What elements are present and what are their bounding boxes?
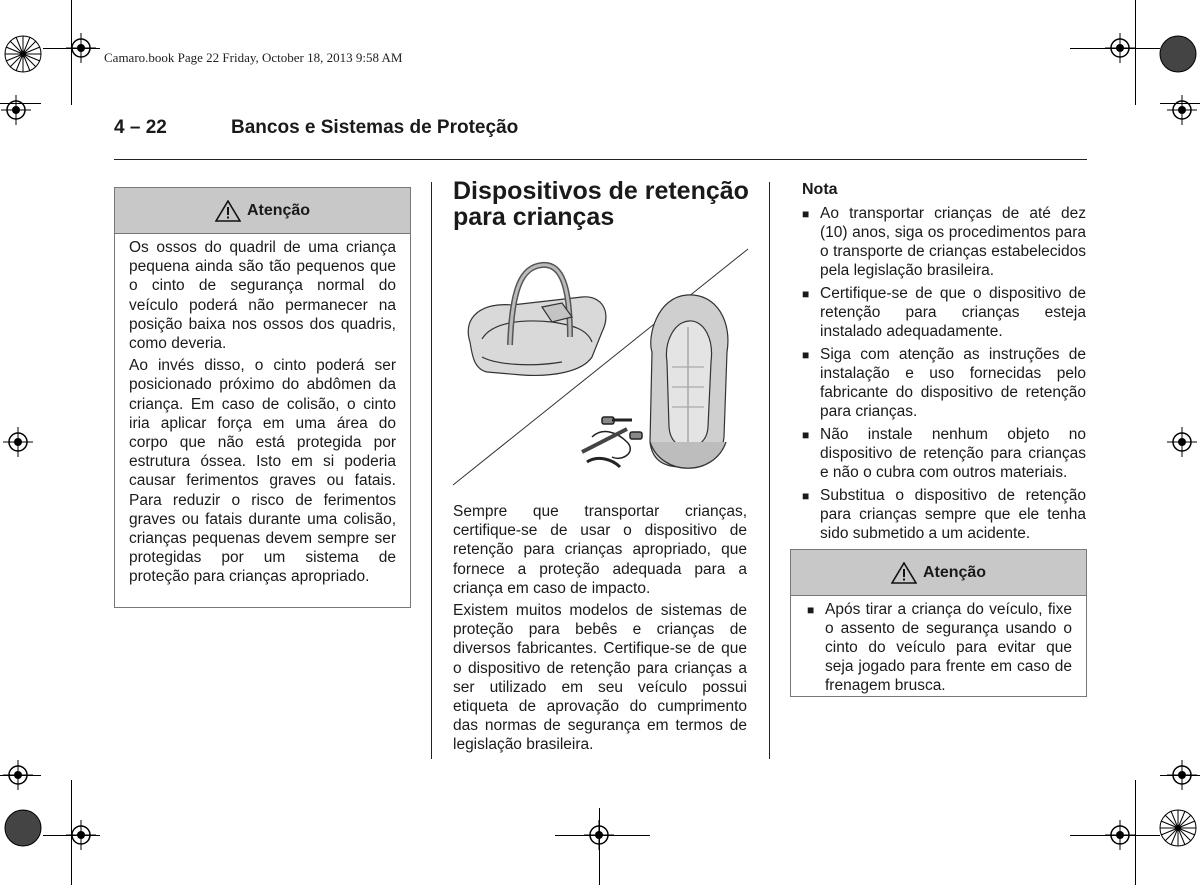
- note-item: [802, 284, 1086, 341]
- warning-triangle-icon: [891, 562, 917, 584]
- note-item: [802, 486, 1086, 543]
- column-divider-1: [431, 182, 432, 759]
- registration-target-icon: [1, 95, 31, 125]
- chapter-title: Bancos e Sistemas de Proteção: [231, 117, 519, 138]
- note-item-text: Siga com atenção as instruções de instalação e uso fornecidas pelo fabricante do dispositivo de retenção para crianças.: [820, 346, 1086, 420]
- warning-body: [115, 234, 410, 587]
- registration-target-icon: [3, 427, 33, 457]
- square-bullet-icon: ■: [802, 207, 810, 221]
- note-item-text: Certifique-se de que o dispositivo de retenção para crianças esteja instalado adequadamente.: [820, 285, 1086, 340]
- convertible-seat-drawing: [650, 295, 728, 468]
- crop-mark-bottom-right-v: [1135, 780, 1136, 885]
- warning-triangle-icon: [215, 200, 241, 222]
- column-divider-2: [769, 182, 770, 759]
- print-slug: Camaro.book Page 22 Friday, October 18, 2013 9:58 AM: [104, 50, 403, 65]
- square-bullet-icon: ■: [802, 348, 810, 362]
- dark-circle-registration-icon: [3, 808, 43, 848]
- warning-title: Atenção: [922, 563, 987, 581]
- warning-paragraph: Os ossos do quadril de uma criança pequena ainda são tão pequenos que o cinto de segurança normal do veículo poderá não permanecer na posição baixa nos ossos dos quadris, como deveria.: [129, 239, 396, 353]
- column2-body: [453, 502, 747, 758]
- warning-header: [791, 550, 1086, 596]
- square-bullet-icon: ■: [802, 428, 810, 442]
- crop-mark-top-right-v: [1135, 0, 1136, 105]
- note-item-text: Ao transportar crianças de até dez (10) anos, siga os procedimentos para o transporte de crianças estabelecidos pela legislação brasileira.: [820, 205, 1086, 279]
- note-item: [802, 204, 1086, 280]
- page-number: 4 – 22: [114, 117, 167, 138]
- warning-title: Atenção: [246, 201, 311, 219]
- registration-target-icon: [66, 820, 96, 850]
- infant-carrier-drawing: [468, 265, 606, 376]
- square-bullet-icon: ■: [802, 287, 810, 301]
- section-title: Dispositivos de retenção para crianças: [453, 177, 749, 231]
- registration-target-icon: [1167, 95, 1197, 125]
- child-seats-illustration: [452, 247, 750, 487]
- column3: [802, 181, 1086, 547]
- registration-target-icon: [66, 33, 96, 63]
- starburst-registration-icon: [3, 34, 43, 74]
- registration-target-icon: [1105, 33, 1135, 63]
- square-bullet-icon: ■: [807, 603, 815, 617]
- note-item-text: Substitua o dispositivo de retenção para crianças sempre que ele tenha sido submetido a um acidente.: [820, 487, 1086, 542]
- registration-target-icon: [1167, 427, 1197, 457]
- starburst-registration-icon: [1158, 808, 1198, 848]
- note-item: [802, 345, 1086, 421]
- warning-box-hip-bones: [114, 187, 411, 608]
- registration-target-icon: [1105, 820, 1135, 850]
- warning-item: [807, 600, 1072, 695]
- body-paragraph: Sempre que transportar crianças, certifique-se de usar o dispositivo de retenção para crianças apropriado, que fornece a proteção adequada para a criança em caso de impacto.: [453, 503, 747, 597]
- warning-item-text: Após tirar a criança do veículo, fixe o assento de segurança usando o cinto do veículo para evitar que seja jogado para frente em caso de frenagem brusca.: [825, 601, 1072, 694]
- header-rule: [114, 159, 1087, 160]
- note-item-text: Não instale nenhum objeto no dispositivo de retenção para crianças e não o cubra com outros materiais.: [820, 426, 1086, 481]
- note-item: [802, 425, 1086, 482]
- warning-header: [115, 188, 410, 234]
- warning-paragraph: Ao invés disso, o cinto poderá ser posicionado próximo do abdômen da criança. Em caso de colisão, o cinto iria aplicar força em uma área do corpo que não está protegida por estrutura óssea. Isto em si poderia causar ferimentos graves ou fatais. Para reduzir o risco de ferimentos graves ou fatais durante uma colisão, crianças pequenas devem sempre ser protegidas por um sistema de proteção para crianças apropriado.: [129, 357, 396, 586]
- registration-target-icon: [3, 760, 33, 790]
- warning-body: [791, 596, 1086, 695]
- note-title: Nota: [802, 181, 838, 198]
- warning-box-secure-seat: [790, 549, 1087, 697]
- body-paragraph: Existem muitos modelos de sistemas de proteção para bebês e crianças de diversos fabricantes. Certifique-se de que o dispositivo de retenção para crianças a ser utilizado em seu veículo possui etiqueta de aprovação do cumprimento das normas de segurança em termos de legislação brasileira.: [453, 602, 747, 754]
- harness-straps-drawing: [582, 417, 642, 467]
- dark-circle-registration-icon: [1158, 34, 1198, 74]
- registration-target-icon: [584, 820, 614, 850]
- registration-target-icon: [1167, 760, 1197, 790]
- square-bullet-icon: ■: [802, 489, 810, 503]
